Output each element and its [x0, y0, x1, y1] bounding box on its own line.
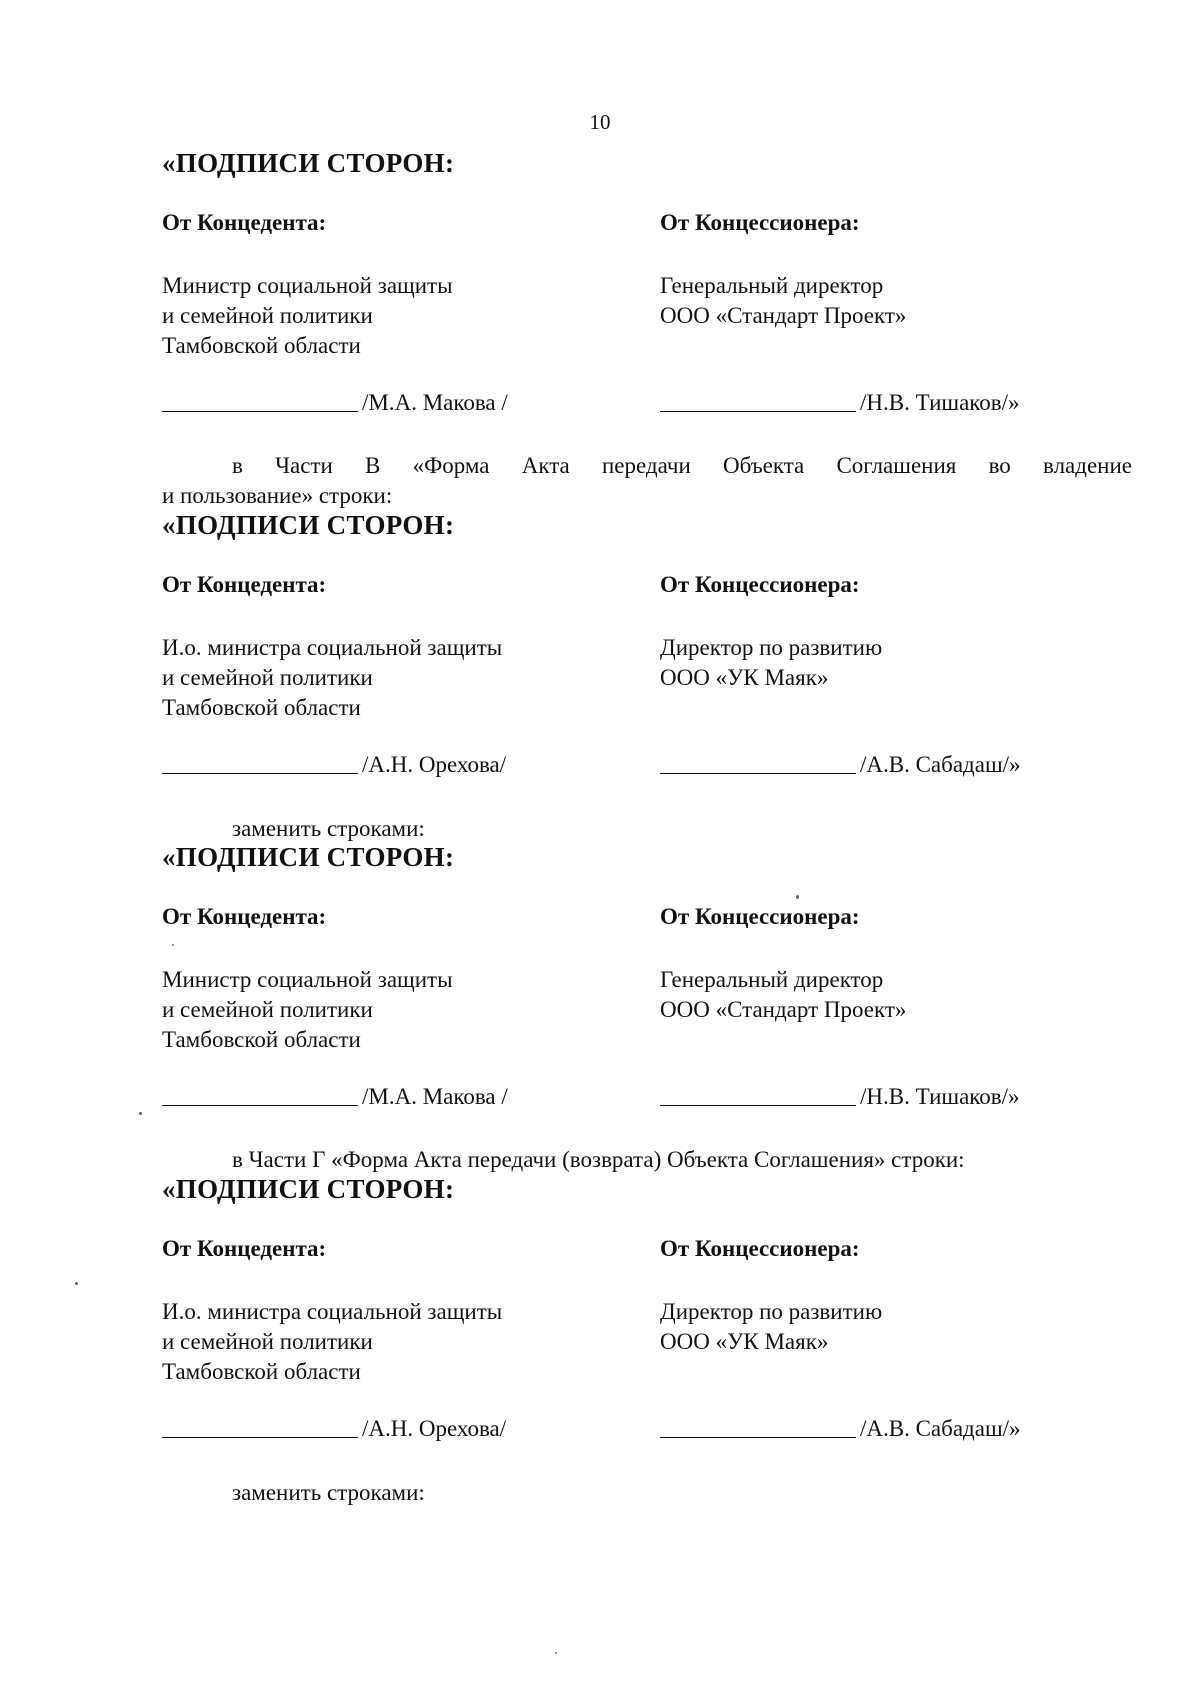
signatures-heading: «ПОДПИСИ СТОРОН:	[162, 842, 455, 872]
signature-line	[660, 772, 856, 774]
signatory-name: /А.Н. Орехова/	[362, 752, 507, 777]
scan-speck	[139, 1112, 142, 1115]
signature-line	[162, 1104, 358, 1106]
grantor-label: От Концедента:	[162, 904, 327, 929]
signatures-heading: «ПОДПИСИ СТОРОН:	[162, 510, 455, 540]
signatory-name: /Н.В. Тишаков/»	[860, 390, 1020, 415]
signatory-name: /А.В. Сабадаш/»	[860, 752, 1021, 777]
position-line: ООО «УК Маяк»	[660, 1329, 829, 1354]
signature-line	[162, 772, 358, 774]
signatory-name: /А.Н. Орехова/	[362, 1416, 507, 1441]
position-line: Тамбовской области	[162, 333, 361, 358]
grantor-position	[162, 965, 602, 1055]
grantor-signature	[162, 752, 506, 778]
position-line: Директор по развитию	[660, 1299, 883, 1324]
concessionaire-signature	[660, 1416, 1021, 1442]
position-line: Тамбовской области	[162, 695, 361, 720]
grantor-signature	[162, 1084, 508, 1110]
position-line: Директор по развитию	[660, 635, 883, 660]
concessionaire-label: От Концессионера:	[660, 1236, 860, 1261]
signatory-name: /Н.В. Тишаков/»	[860, 1084, 1020, 1109]
position-line: ООО «Стандарт Проект»	[660, 303, 907, 328]
position-line: и семейной политики	[162, 997, 373, 1022]
concessionaire-label: От Концессионера:	[660, 904, 860, 929]
position-line: Тамбовской области	[162, 1359, 361, 1384]
position-line: Тамбовской области	[162, 1027, 361, 1052]
grantor-label: От Концедента:	[162, 1236, 327, 1261]
scan-speck	[172, 944, 174, 946]
concessionaire-position	[660, 1297, 1100, 1357]
concessionaire-signature	[660, 752, 1021, 778]
signature-line	[660, 410, 856, 412]
concessionaire-position	[660, 965, 1100, 1025]
position-line: ООО «Стандарт Проект»	[660, 997, 907, 1022]
signatory-name: /М.А. Макова /	[362, 1084, 508, 1109]
position-line: Министр социальной защиты	[162, 967, 453, 992]
concessionaire-label: От Концессионера:	[660, 572, 860, 597]
signature-line	[660, 1104, 856, 1106]
scan-speck	[555, 1652, 557, 1654]
paragraph-line: и пользование» строки:	[162, 483, 393, 508]
position-line: и семейной политики	[162, 1329, 373, 1354]
signature-line	[660, 1436, 856, 1438]
part-g-paragraph: в Части Г «Форма Акта передачи (возврата) Объекта Соглашения» строки:	[232, 1147, 965, 1172]
signatory-name: /М.А. Макова /	[362, 390, 508, 415]
signatures-heading: «ПОДПИСИ СТОРОН:	[162, 1174, 455, 1204]
grantor-position	[162, 271, 602, 361]
paragraph-line: в Части В «Форма Акта передачи Объекта Соглашения во владение	[232, 453, 1132, 478]
position-line: И.о. министра социальной защиты	[162, 635, 503, 660]
position-line: Генеральный директор	[660, 967, 884, 992]
concessionaire-signature	[660, 390, 1020, 416]
grantor-signature	[162, 1416, 506, 1442]
position-line: и семейной политики	[162, 303, 373, 328]
position-line: Генеральный директор	[660, 273, 884, 298]
scan-speck	[75, 1282, 78, 1285]
position-line: ООО «УК Маяк»	[660, 665, 829, 690]
concessionaire-signature	[660, 1084, 1020, 1110]
grantor-position	[162, 1297, 602, 1387]
part-v-paragraph	[162, 451, 1132, 511]
concessionaire-position	[660, 633, 1100, 693]
signatory-name: /А.В. Сабадаш/»	[860, 1416, 1021, 1441]
position-line: и семейной политики	[162, 665, 373, 690]
signature-line	[162, 410, 358, 412]
grantor-signature	[162, 390, 508, 416]
grantor-position	[162, 633, 602, 723]
grantor-label: От Концедента:	[162, 572, 327, 597]
signatures-heading: «ПОДПИСИ СТОРОН:	[162, 148, 455, 178]
replace-instruction: заменить строками:	[232, 816, 425, 841]
position-line: Министр социальной защиты	[162, 273, 453, 298]
concessionaire-label: От Концессионера:	[660, 210, 860, 235]
signature-line	[162, 1436, 358, 1438]
replace-instruction: заменить строками:	[232, 1480, 425, 1505]
page-number: 10	[589, 110, 611, 134]
grantor-label: От Концедента:	[162, 210, 327, 235]
position-line: И.о. министра социальной защиты	[162, 1299, 503, 1324]
concessionaire-position	[660, 271, 1100, 331]
scan-speck	[796, 895, 799, 899]
